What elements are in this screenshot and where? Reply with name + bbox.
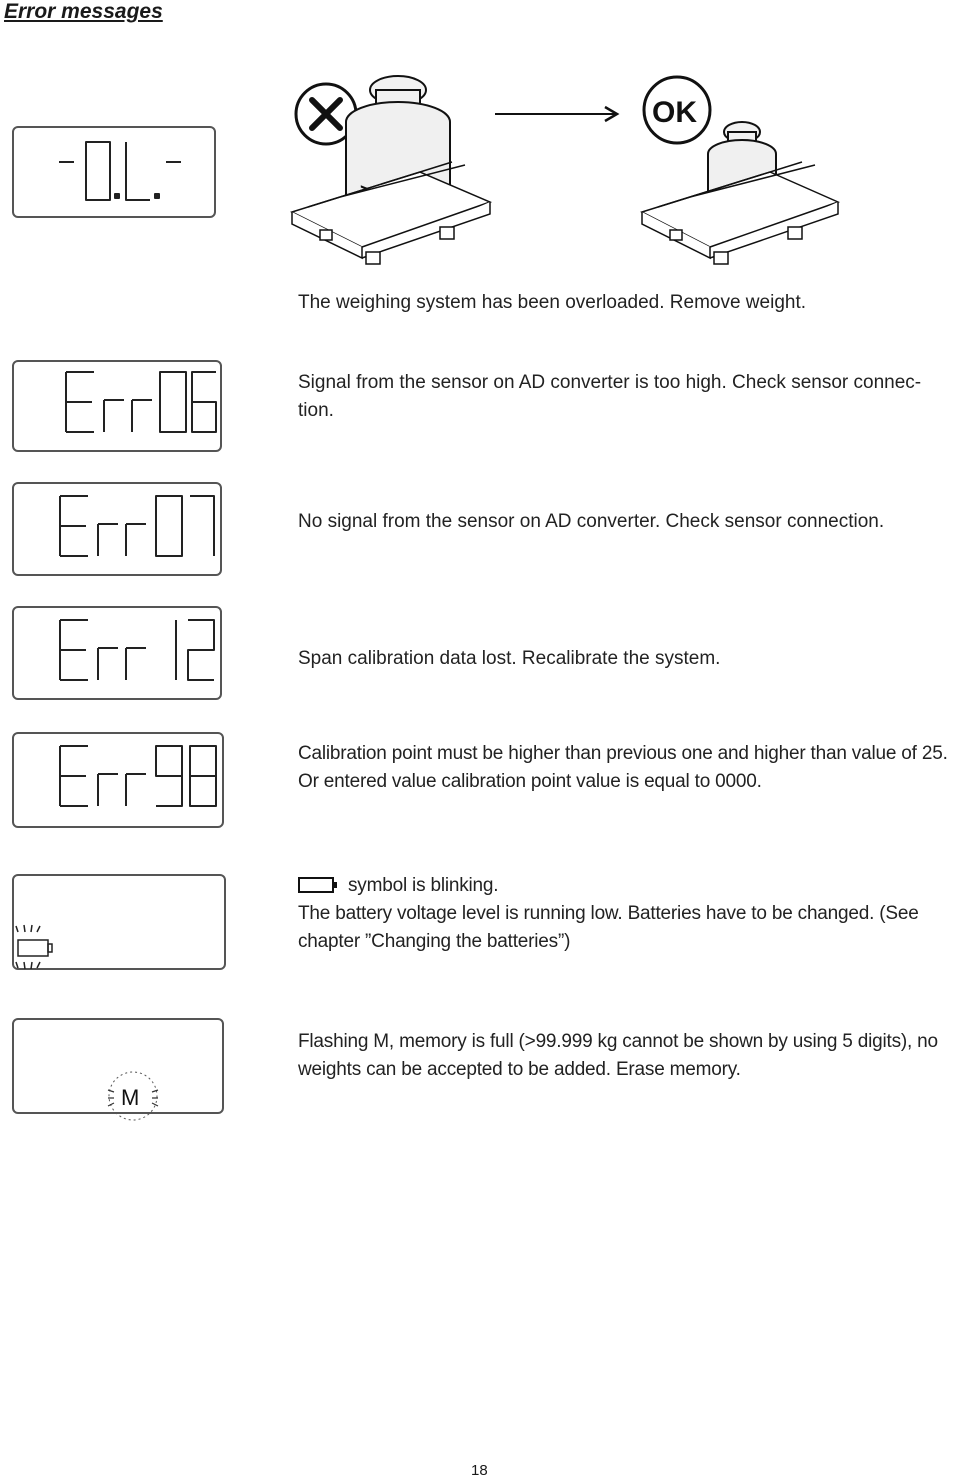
- display-err06: [12, 360, 222, 452]
- error-text-err12: Span calibration data lost. Recalibrate the system.: [298, 648, 721, 669]
- ok-label: OK: [652, 96, 697, 129]
- battery-blinking-icon: [10, 922, 56, 980]
- error-text-err07: No signal from the sensor on AD converter. Check sensor connection.: [298, 511, 885, 532]
- overload-digits: [14, 128, 214, 216]
- ok-icon: [644, 77, 710, 143]
- error-text-err98: Calibration point must be higher than previous one and higher than value of 25. Or entered value calibration point value is equal to 0000.: [298, 743, 948, 792]
- battery-line2: The battery voltage level is running low. Batteries have to be changed. (See chapter ”Changing the batteries”): [298, 903, 919, 952]
- err12-digits: [14, 608, 220, 698]
- memory-text: Flashing M, memory is full (>99.999 kg cannot be shown by using 5 digits), no weights can be accepted to be added. Erase memory.: [298, 1031, 938, 1080]
- battery-line1: [298, 872, 960, 900]
- err07-digits: [14, 484, 220, 574]
- battery-text: [298, 872, 960, 956]
- memory-m-icon: [102, 1068, 164, 1128]
- error-text-overload: The weighing system has been overloaded. Remove weight.: [298, 292, 807, 313]
- display-err98: [12, 732, 224, 828]
- battery-line1-text: symbol is blinking.: [348, 875, 499, 896]
- err06-digits: [14, 362, 220, 450]
- display-err07: [12, 482, 222, 576]
- arrow-right-icon: [495, 107, 617, 121]
- overload-illustration: [290, 62, 850, 277]
- page-number: 18: [471, 1462, 488, 1479]
- page-title: Error messages: [4, 0, 163, 23]
- error-text-err06: Signal from the sensor on AD converter is too high. Check sensor connec- tion.: [298, 372, 922, 421]
- battery-icon: [298, 876, 338, 894]
- memory-label: M: [121, 1085, 140, 1110]
- err98-digits: [14, 734, 222, 826]
- display-err12: [12, 606, 222, 700]
- display-overload: [12, 126, 216, 218]
